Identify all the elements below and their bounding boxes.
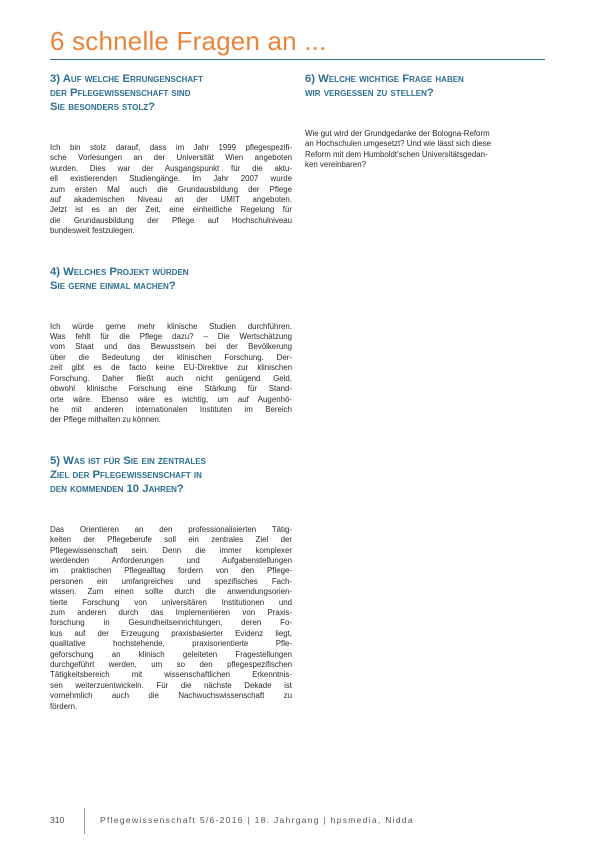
left-column [50, 72, 292, 712]
heading-line: Sie gerne einmal machen? [50, 279, 176, 292]
question-3-answer [50, 143, 292, 237]
text-line: Tätigkeitsbereich mit wissenschaftlichen Erkenntnis- [50, 670, 292, 680]
text-line: im praktischen Pflegealltag fordern von den Pflege- [50, 566, 292, 576]
text-line: Was fehlt für die Pflege dazu? – Die Wertschätzung [50, 332, 292, 342]
text-line: der Pflege mithalten zu können. [50, 415, 161, 425]
text-line: Reform mit dem Humboldt'schen Universitätsgedan- [305, 149, 488, 159]
text-line: zum anderen durch das Implementieren von Praxis- [50, 607, 292, 617]
text-line: Ich bin stolz darauf, dass im Jahr 1999 pflegespezifi- [50, 143, 292, 152]
text-line: geforschung an klinisch geleiteten Fragestellungen [50, 649, 292, 659]
text-line: Ich würde gerne mehr klinische Studien durchführen. [50, 321, 292, 331]
question-3-heading [50, 72, 292, 114]
text-line: ell existierenden Studiengänge. Im Jahr 2007 wurde [50, 174, 292, 184]
footer-citation: Pflegewissenschaft 5/6-2016 | 18. Jahrgang | hpsmedia, Nidda [100, 815, 414, 825]
text-line: bundesweit festzulegen. [50, 226, 135, 236]
text-line: Forschung. Daher fließt auch nicht genügend Geld, [50, 373, 292, 383]
question-5-answer [50, 525, 292, 712]
heading-line: 5) Was ist für Sie ein zentrales [50, 454, 206, 467]
text-line: zum ersten Mal auch die Grundausbildung der Pflege [50, 184, 292, 194]
text-line: über die Bedeutung der klinischen Forschung. Der- [50, 352, 292, 362]
text-line: wurden. Dies war der Ausgangspunkt für die aktu- [50, 163, 292, 173]
text-line: personen ein umfangreiches und spezifisches Fach- [50, 576, 292, 586]
footer-divider [84, 808, 85, 834]
text-line: obwohl klinische Forschung eine Stärkung für Stand- [50, 384, 292, 394]
text-line: auf akademischen Niveau an der UMIT angeboten. [50, 195, 292, 205]
text-line: he mit anderen internationalen Instituten im Bereich [50, 404, 292, 414]
text-line: tierte Forschung von universitären Institutionen und [50, 597, 292, 607]
text-line: Wie gut wird der Grundgedanke der Bologna-Reform [305, 129, 490, 138]
heading-line: 6) Welche wichtige Frage haben [305, 73, 464, 85]
text-line: Pflegewissenschaft sein. Denn die immer komplexer [50, 545, 292, 555]
question-6-heading [305, 72, 545, 100]
text-line: durchgeführt werden, um so den pflegespezifischen [50, 660, 292, 669]
question-4-answer [50, 322, 292, 426]
heading-line: wir vergessen zu stellen? [305, 87, 434, 99]
text-line: forschung in Gesundheitseinrichtungen, deren Fo- [50, 618, 292, 628]
text-line: sen weiterzuentwickeln. Für die nächste Dekade ist [50, 680, 292, 690]
text-line: keiten der Pflegeberufe soll ein zentrales Ziel der [50, 535, 292, 545]
page-title: 6 schnelle Fragen an ... [50, 26, 327, 56]
text-line: kus auf der Erzeugung praxisbasierter Evidenz liegt, [50, 628, 292, 638]
page-number: 310 [50, 815, 65, 825]
text-line: ken vereinbaren? [305, 160, 366, 170]
right-column [305, 72, 545, 171]
text-line: fördern. [50, 701, 78, 711]
text-line: Jetzt ist es an der Zeit, eine einheitliche Regelung für [50, 205, 292, 215]
text-line: sche Vorlesungen an der Universität Wien angeboten [50, 153, 292, 163]
heading-line: Ziel der Pflegewissenschaft in [50, 468, 202, 481]
heading-line: Sie besonders stolz? [50, 101, 156, 113]
heading-line: der Pflegewissenschaft sind [50, 87, 191, 99]
heading-line: den kommenden 10 Jahren? [50, 482, 184, 495]
question-5-heading [50, 454, 292, 496]
heading-line: 4) Welches Projekt würden [50, 265, 189, 278]
heading-line: 3) Auf welche Errungenschaft [50, 73, 203, 85]
text-line: zeit gibt es de facto keine EU-Direktive zur klinischen [50, 363, 292, 373]
question-6-answer [305, 129, 545, 171]
question-4-heading [50, 265, 292, 293]
title-divider [50, 59, 545, 60]
text-line: die Grundausbildung der Pflege auf Hochschulniveau [50, 215, 292, 225]
text-line: qualitative hochstehende, praxisorientierte Pfle- [50, 639, 292, 649]
text-line: Das Orientieren an den professionalisierten Tätig- [50, 524, 292, 534]
text-line: orte wäre. Ebenso wäre es wichtig, um auf Augenhö- [50, 394, 292, 404]
text-line: vom Staat und das Bewusstsein bei der Bevölkerung [50, 342, 292, 352]
text-line: vornehmlich auch die Nachwuchswissenschaft zu [50, 691, 292, 701]
text-line: wissen. Zum einen sollte durch die anwendungsorien- [50, 587, 292, 597]
text-line: werdenden Anforderungen und Aufgabenstellungen [50, 555, 292, 565]
text-line: an Hochschulen umgesetzt? Und wie lässt sich diese [305, 139, 491, 149]
